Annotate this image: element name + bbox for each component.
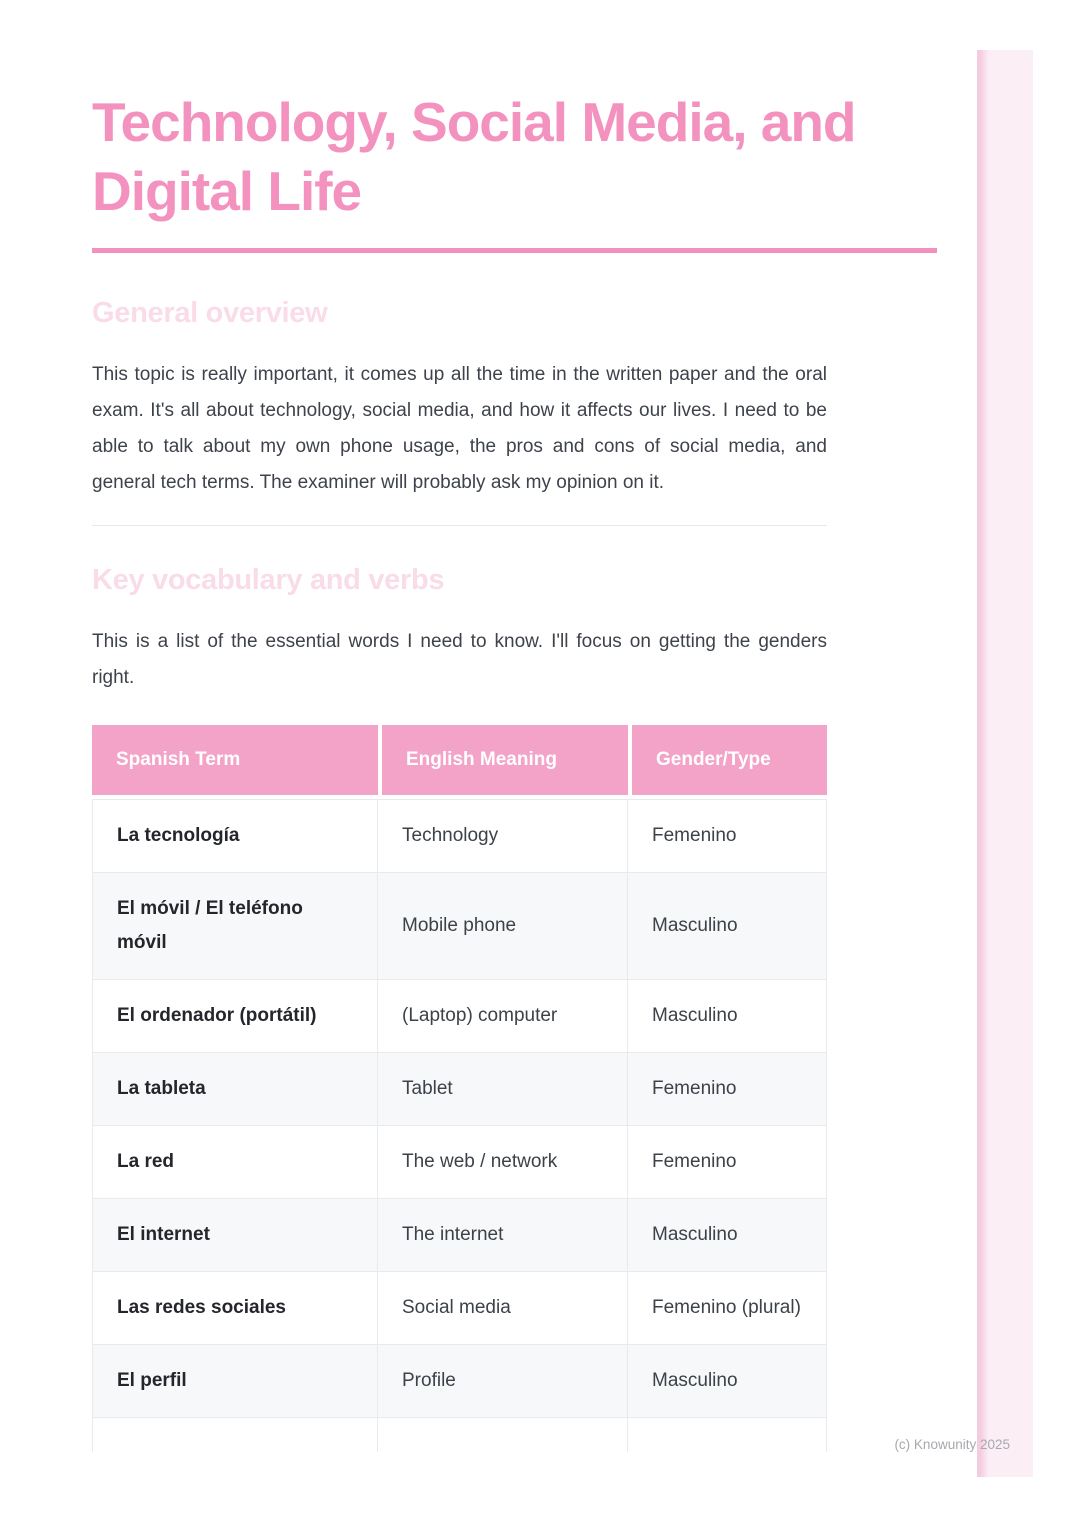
vocabulary-table xyxy=(92,725,827,1452)
table-cell-english-meaning: Tablet xyxy=(378,1053,628,1126)
table-cell-gender: Femenino xyxy=(628,799,827,873)
table-cell-gender: Masculino xyxy=(628,1199,827,1272)
column-header-gender-type: Gender/Type xyxy=(628,725,827,799)
table-cell-spanish-term: El internet xyxy=(92,1199,378,1272)
column-header-english-meaning: English Meaning xyxy=(378,725,628,799)
title-underline-rule xyxy=(92,248,937,253)
table-cell-spanish-term: El perfil xyxy=(92,1345,378,1418)
table-cell-english-meaning: Technology xyxy=(378,799,628,873)
table-row xyxy=(92,1199,827,1272)
table-cell-english-meaning: The web / network xyxy=(378,1126,628,1199)
table-cell-gender: Femenino (plural) xyxy=(628,1272,827,1345)
table-cell-empty xyxy=(378,1418,628,1452)
table-row xyxy=(92,873,827,980)
section-heading-key-vocabulary: Key vocabulary and verbs xyxy=(92,564,445,596)
table-cell-english-meaning: (Laptop) computer xyxy=(378,980,628,1053)
page-title: Technology, Social Media, and Digital Life xyxy=(92,91,856,222)
table-cell-empty xyxy=(92,1418,378,1452)
table-row xyxy=(92,1053,827,1126)
table-cell-english-meaning: Mobile phone xyxy=(378,873,628,980)
table-row xyxy=(92,1272,827,1345)
table-row-clipped xyxy=(92,1418,827,1452)
table-cell-gender: Masculino xyxy=(628,873,827,980)
table-cell-english-meaning: The internet xyxy=(378,1199,628,1272)
table-cell-spanish-term: La red xyxy=(92,1126,378,1199)
section-divider xyxy=(92,525,827,526)
overview-paragraph: This topic is really important, it comes up all the time in the written paper and the oral exam. It's all about technology, social media, and how it affects our lives. I need to be able to talk about my own phone usage, the pros and cons of social media, and general tech terms. The examiner will probably ask my opinion on it. xyxy=(92,364,827,493)
section-heading-general-overview: General overview xyxy=(92,297,328,329)
table-header-row xyxy=(92,725,827,799)
table-cell-gender: Masculino xyxy=(628,980,827,1053)
table-cell-english-meaning: Profile xyxy=(378,1345,628,1418)
vocabulary-paragraph: This is a list of the essential words I need to know. I'll focus on getting the genders right. xyxy=(92,631,827,688)
column-header-spanish-term: Spanish Term xyxy=(92,725,378,799)
table-cell-gender: Femenino xyxy=(628,1053,827,1126)
table-cell-gender: Masculino xyxy=(628,1345,827,1418)
table-cell-spanish-term: La tecnología xyxy=(92,799,378,873)
copyright-watermark: (c) Knowunity 2025 xyxy=(894,1437,1010,1452)
table-cell-gender: Femenino xyxy=(628,1126,827,1199)
table-cell-spanish-term: Las redes sociales xyxy=(92,1272,378,1345)
table-row xyxy=(92,1345,827,1418)
table-cell-english-meaning: Social media xyxy=(378,1272,628,1345)
table-row xyxy=(92,980,827,1053)
table-cell-spanish-term: El móvil / El teléfono móvil xyxy=(92,873,378,980)
table-cell-spanish-term: El ordenador (portátil) xyxy=(92,980,378,1053)
table-row xyxy=(92,799,827,873)
table-cell-empty xyxy=(628,1418,827,1452)
table-cell-spanish-term: La tableta xyxy=(92,1053,378,1126)
table-row xyxy=(92,1126,827,1199)
